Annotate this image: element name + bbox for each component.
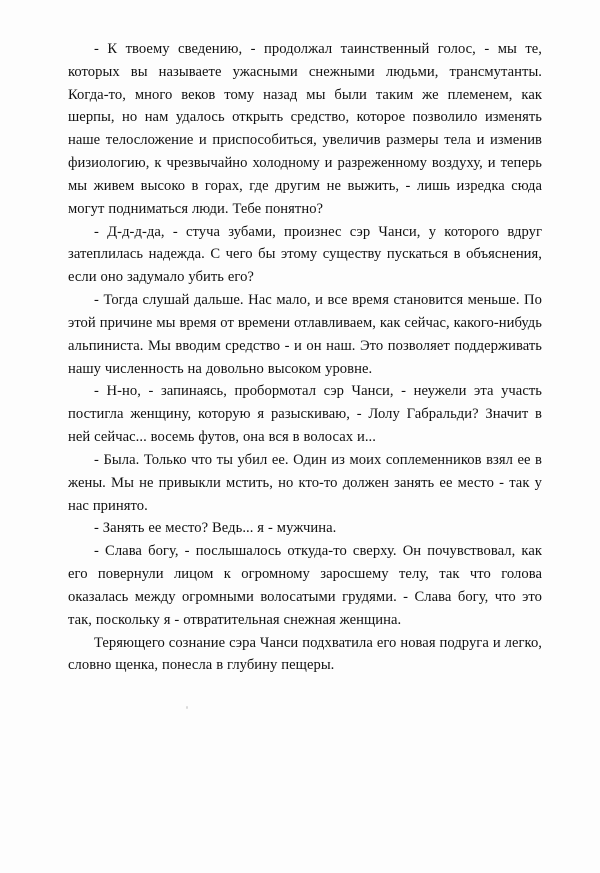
paragraph: - Тогда слушай дальше. Нас мало, и все время становится меньше. По этой причине мы время от времени отлавливаем, как сейчас, какого-нибудь альпиниста. Мы вводим средство - и он наш. Это позволяет поддерживать нашу численность на довольно высоком уровне.: [68, 292, 542, 377]
paragraph: Теряющего сознание сэра Чанси подхватила его новая подруга и легко, словно щенка, понесла в глубину пещеры.: [68, 634, 542, 674]
paragraph: - Д-д-д-да, - стуча зубами, произнес сэр Чанси, у которого вдруг затеплилась надежда. С чего бы этому существу пускаться в объяснения, если оно задумало убить его?: [68, 223, 542, 286]
paragraph: - К твоему сведению, - продолжал таинственный голос, - мы те, которых вы называете ужасными снежными людьми, трансмутанты. Когда-то, много веков тому назад мы были таким же племенем, как шерпы, но нам удалось открыть средство, которое позволило изменять наше телосложение и приспособиться, увеличив размеры тела и изменив физиологию, к чрезвычайно холодному и разреженному воздуху, и теперь мы живем высоко в горах, где другим не выжить, - лишь изредка сюда могут подниматься люди. Тебе понятно?: [68, 41, 542, 217]
page-text-block: [68, 38, 542, 677]
paragraph: - Н-но, - запинаясь, пробормотал сэр Чанси, - неужели эта участь постигла женщину, которую я разыскиваю, - Лолу Габральди? Значит в ней сейчас... восемь футов, она вся в волосах и...: [68, 383, 542, 446]
paragraph: - Слава богу, - послышалось откуда-то сверху. Он почувствовал, как его повернули лицом к огромному заросшему телу, так что голова оказалась между огромными волосатыми грудями. - Слава богу, что это так, поскольку я - отвратительная снежная женщина.: [68, 543, 542, 628]
paragraph: - Занять ее место? Ведь... я - мужчина.: [94, 520, 337, 537]
paragraph: - Была. Только что ты убил ее. Один из моих соплеменников взял ее в жены. Мы не привыкли мстить, но кто-то должен занять ее место - так у нас принято.: [68, 451, 542, 514]
scan-speck: [186, 706, 188, 709]
